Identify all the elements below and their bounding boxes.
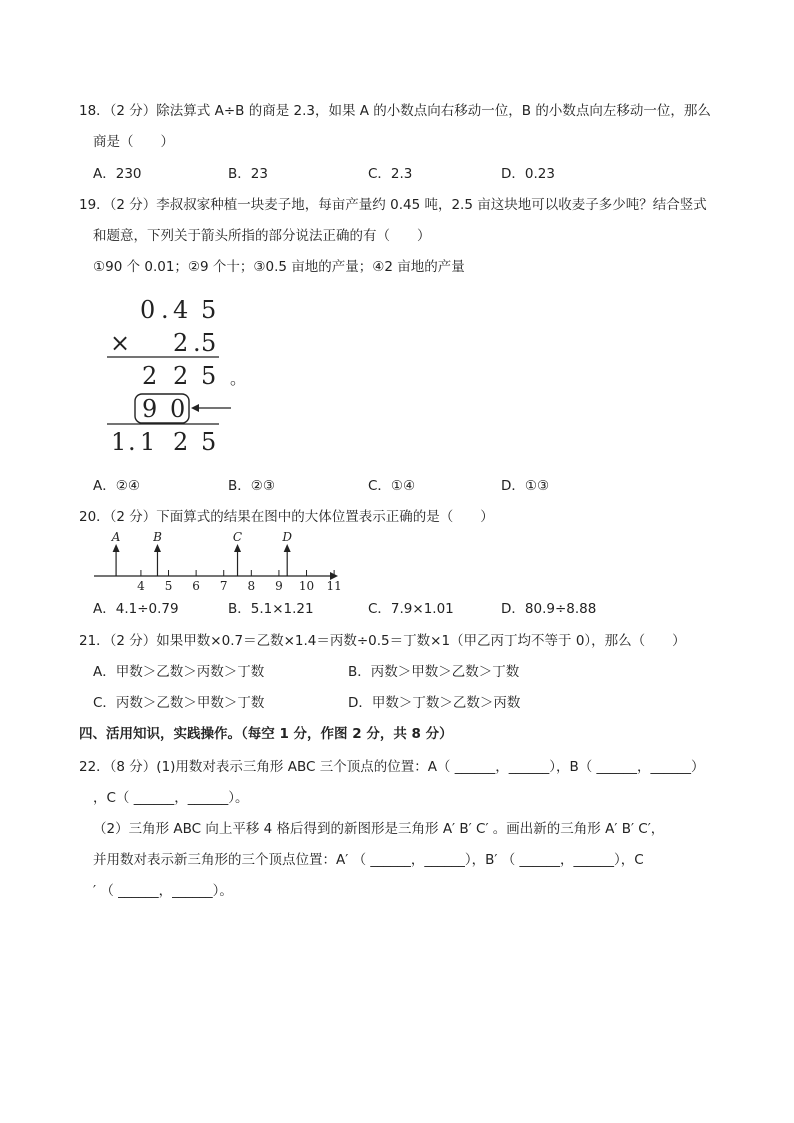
calc-row2-d1: 5 bbox=[201, 329, 217, 357]
q20-option-c: C．7.9×1.01 bbox=[368, 601, 454, 617]
q18-line2: 商是（ ） bbox=[93, 134, 174, 150]
section4-heading: 四、活用知识，实践操作。（每空 1 分，作图 2 分，共 8 分） bbox=[79, 726, 453, 742]
q21-option-b: B．丙数＞甲数＞乙数＞丁数 bbox=[348, 664, 520, 680]
calc-row5-d0: 1 bbox=[111, 428, 127, 456]
arrow-C-label: C bbox=[232, 530, 243, 544]
calc-period: 。 bbox=[230, 369, 247, 388]
q22-line2: ，C（ ______，______）。 bbox=[93, 790, 249, 806]
q22-line1: 22．（8 分）(1)用数对表示三角形 ABC 三个顶点的位置：A（ ______，______），B（ ______，______） bbox=[79, 759, 705, 775]
q22-line4: 并用数对表示新三角形的三个顶点位置：A′ （ ______，______），B′ （ ______，______），C bbox=[93, 852, 644, 868]
calc-row4-d0: 9 bbox=[142, 395, 158, 423]
calc-row3-d1: 2 bbox=[173, 362, 189, 390]
q19-line1: 19．（2 分）李叔叔家种植一块麦子地，每亩产量约 0.45 吨，2.5 亩这块地可以收麦子多少吨？结合竖式 bbox=[79, 197, 707, 213]
calc-row1-dot: . bbox=[161, 296, 169, 324]
arrow-A-label: A bbox=[111, 530, 121, 544]
q18-option-a: A．230 bbox=[93, 166, 142, 182]
arrow-D-head bbox=[284, 544, 291, 552]
q18-option-c: C．2.3 bbox=[368, 166, 413, 182]
q20-option-d: D．80.9÷8.88 bbox=[501, 601, 597, 617]
q19-option-c: C．①④ bbox=[368, 478, 416, 494]
calc-row1-d2: 5 bbox=[201, 296, 217, 324]
tick-label-10: 10 bbox=[298, 579, 315, 592]
tick-label-11: 11 bbox=[326, 579, 342, 592]
q22-line5: ′ （ ______，______）。 bbox=[93, 883, 233, 899]
calc-row4-d1: 0 bbox=[170, 395, 186, 423]
calc-row2-dot: . bbox=[193, 329, 201, 357]
q20-option-a: A．4.1÷0.79 bbox=[93, 601, 179, 617]
q19-option-b: B．②③ bbox=[228, 478, 275, 494]
calc-row5-d1: 1 bbox=[140, 428, 156, 456]
arrow-D-label: D bbox=[282, 530, 293, 544]
tick-label-6: 6 bbox=[192, 579, 200, 592]
q19-option-d: D．①③ bbox=[501, 478, 550, 494]
q21-option-c: C．丙数＞乙数＞甲数＞丁数 bbox=[93, 695, 265, 711]
tick-label-7: 7 bbox=[219, 579, 228, 592]
calc-row3-d0: 2 bbox=[142, 362, 158, 390]
calc-multiply-sign: × bbox=[110, 329, 131, 357]
q20-option-b: B．5.1×1.21 bbox=[228, 601, 314, 617]
q18-line1: 18．（2 分）除法算式 A÷B 的商是 2.3，如果 A 的小数点向右移动一位，B 的小数点向左移动一位，那么 bbox=[79, 103, 711, 119]
q21-option-d: D．甲数＞丁数＞乙数＞丙数 bbox=[348, 695, 521, 711]
calc-pointer-arrowhead bbox=[191, 404, 199, 412]
arrow-B-label: B bbox=[153, 530, 162, 544]
arrow-B-head bbox=[154, 544, 161, 552]
calc-row5-d3: 5 bbox=[201, 428, 217, 456]
tick-label-8: 8 bbox=[247, 579, 256, 592]
q19-line3: ①90 个 0.01；②9 个十；③0.5 亩地的产量；④2 亩地的产量 bbox=[93, 259, 465, 275]
calc-row5-dot: . bbox=[128, 428, 136, 456]
q18-option-d: D．0.23 bbox=[501, 166, 555, 182]
q19-line2: 和题意，下列关于箭头所指的部分说法正确的有（ ） bbox=[93, 228, 431, 244]
number-line-figure bbox=[92, 530, 342, 592]
calc-row1-d1: 4 bbox=[173, 296, 189, 324]
calc-row1-d0: 0 bbox=[140, 296, 156, 324]
tick-label-9: 9 bbox=[275, 579, 283, 592]
calc-row2-d0: 2 bbox=[173, 329, 189, 357]
q19-option-a: A．②④ bbox=[93, 478, 140, 494]
q21-line1: 21．（2 分）如果甲数×0.7＝乙数×1.4＝丙数÷0.5＝丁数×1（甲乙丙丁均不等于 0），那么（ ） bbox=[79, 633, 686, 649]
tick-label-5: 5 bbox=[164, 579, 173, 592]
tick-label-4: 4 bbox=[137, 579, 145, 592]
q18-option-b: B．23 bbox=[228, 166, 268, 182]
calc-row3-d2: 5 bbox=[201, 362, 217, 390]
arrow-C-head bbox=[234, 544, 241, 552]
calc-row5-d2: 2 bbox=[173, 428, 189, 456]
q21-option-a: A．甲数＞乙数＞丙数＞丁数 bbox=[93, 664, 265, 680]
q22-line3: （2）三角形 ABC 向上平移 4 格后得到的新图形是三角形 A′ B′ C′ 。画出新的三角形 A′ B′ C′， bbox=[93, 821, 665, 837]
q20-line1: 20．（2 分）下面算式的结果在图中的大体位置表示正确的是（ ） bbox=[79, 509, 494, 525]
arrow-A-head bbox=[113, 544, 120, 552]
vertical-multiplication bbox=[95, 288, 255, 458]
